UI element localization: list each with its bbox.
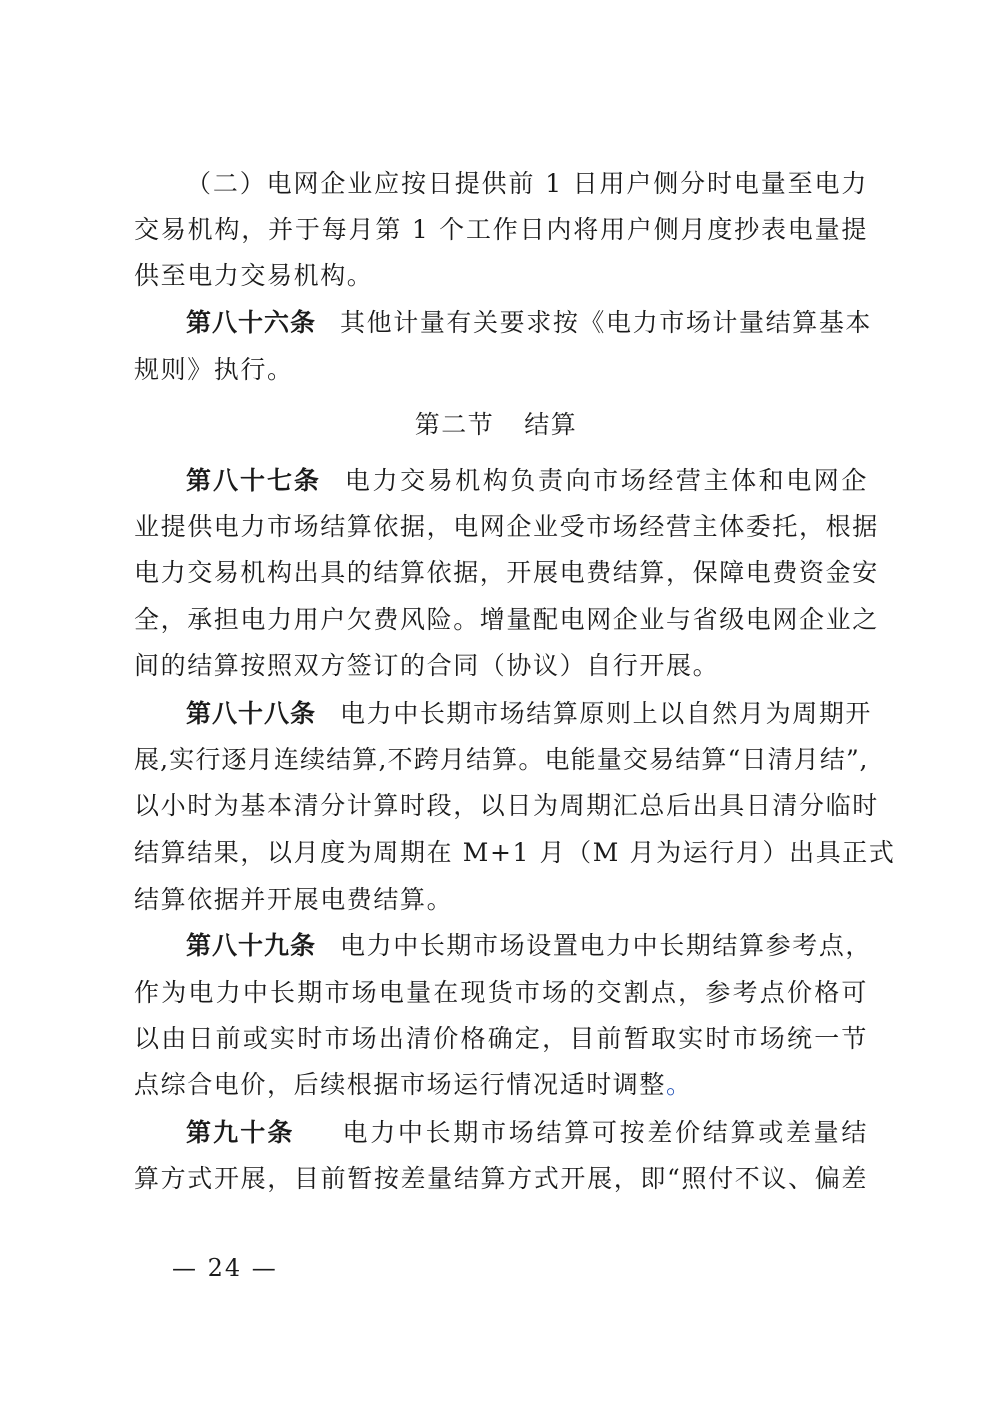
text-line: 展,实行逐月连续结算,不跨月结算。电能量交易结算“日清月结”, xyxy=(134,745,868,774)
text-line: 全，承担电力用户欠费风险。增量配电网企业与省级电网企业之 xyxy=(134,605,879,634)
text-line: 电力中长期市场设置电力中长期结算参考点， xyxy=(340,931,873,960)
text-line: 供至电力交易机构。 xyxy=(134,261,374,290)
text-line: 规则》执行。 xyxy=(134,355,294,384)
article-number: 第九十条 xyxy=(186,1118,295,1147)
page-number: — 24 — xyxy=(172,1254,278,1282)
section-title: 结算 xyxy=(524,410,578,439)
text-segment: 点综合电价，后续根据市场运行情况适时调整 xyxy=(134,1070,667,1099)
text-line: （二）电网企业应按日提供前 1 日用户侧分时电量至电力 xyxy=(186,169,868,198)
period-mark: 。 xyxy=(666,1070,693,1099)
article-number: 第八十七条 xyxy=(186,466,321,495)
text-line: 算方式开展，目前暂按差量结算方式开展，即“照付不议、偏差 xyxy=(134,1164,868,1193)
text-line: 电力中长期市场结算可按差价结算或差量结 xyxy=(342,1118,868,1147)
section-heading xyxy=(0,402,992,448)
text-line: 以小时为基本清分计算时段，以日为周期汇总后出具日清分临时 xyxy=(134,791,879,820)
text-line: 电力交易机构出具的结算依据，开展电费结算，保障电费资金安 xyxy=(134,558,879,587)
text-line: 间的结算按照双方签订的合同（协议）自行开展。 xyxy=(134,651,720,680)
article-90 xyxy=(186,1110,868,1156)
text-line: 业提供电力市场结算依据，电网企业受市场经营主体委托，根据 xyxy=(134,512,879,541)
text-line: 结算结果，以月度为周期在 M+1 月（M 月为运行月）出具正式 xyxy=(134,838,896,867)
text-line: 电力中长期市场结算原则上以自然月为周期开 xyxy=(340,699,873,728)
text-line: 以由日前或实时市场出清价格确定，目前暂取实时市场统一节 xyxy=(134,1024,868,1053)
text-line: 结算依据并开展电费结算。 xyxy=(134,885,454,914)
article-89 xyxy=(186,923,873,969)
article-number: 第八十八条 xyxy=(186,699,317,728)
text-line: 作为电力中长期市场电量在现货市场的交割点，参考点价格可 xyxy=(134,978,868,1007)
article-87 xyxy=(186,458,868,504)
text-line: 交易机构，并于每月第 1 个工作日内将用户侧月度抄表电量提 xyxy=(134,215,868,244)
text-line: 电力交易机构负责向市场经营主体和电网企 xyxy=(344,466,868,495)
section-number: 第二节 xyxy=(414,410,495,439)
article-number: 第八十六条 xyxy=(186,308,317,337)
article-88 xyxy=(186,691,873,737)
text-line xyxy=(134,1062,868,1108)
article-86 xyxy=(186,300,873,346)
article-number: 第八十九条 xyxy=(186,931,317,960)
text-line: 其他计量有关要求按《电力市场计量结算基本 xyxy=(340,308,873,337)
